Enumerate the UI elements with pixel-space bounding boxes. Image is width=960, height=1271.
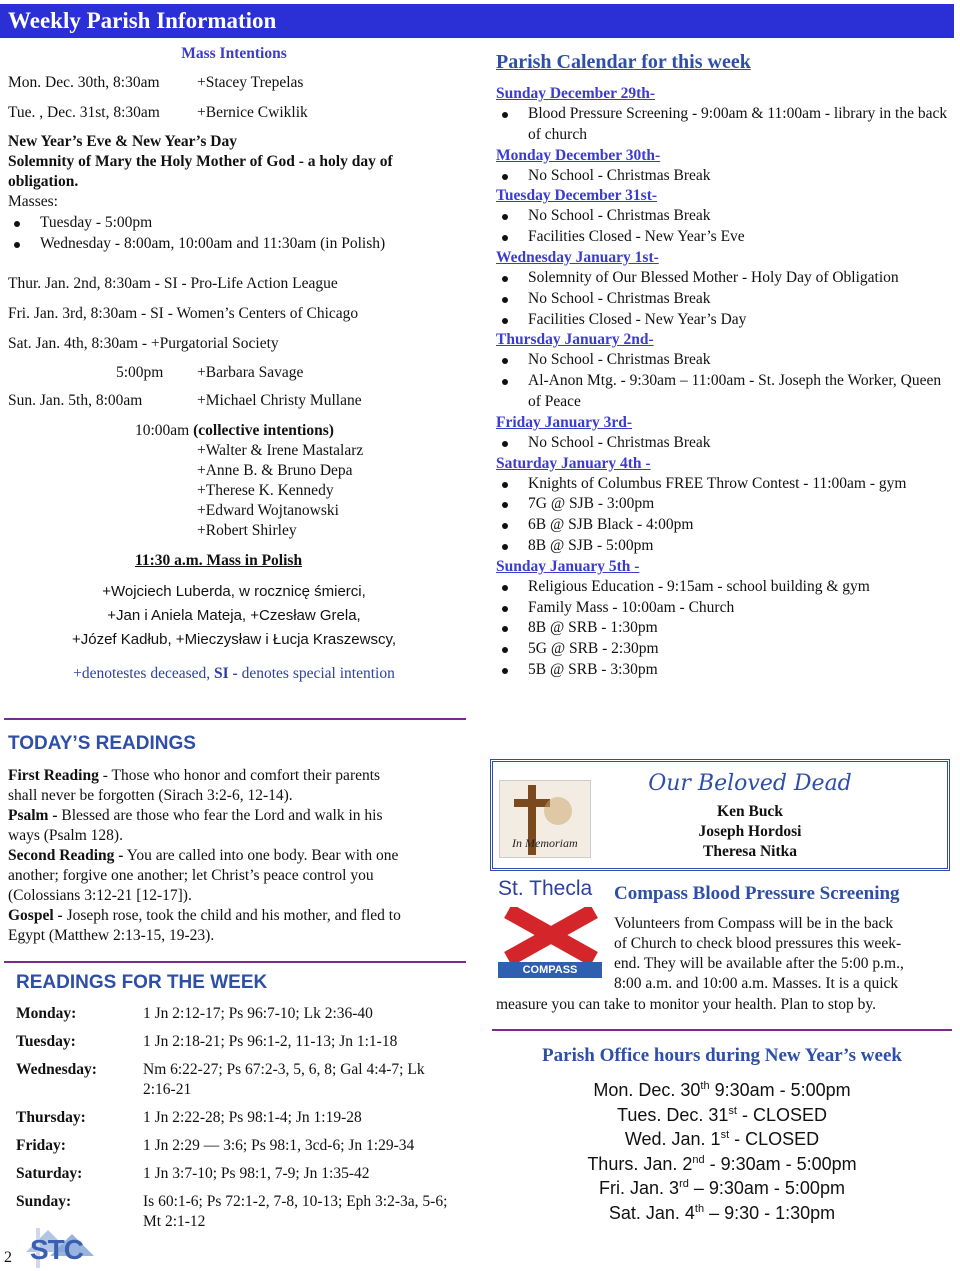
section-divider [4, 718, 466, 720]
section-divider [492, 1029, 952, 1031]
table-row: Sunday: Is 60:1-6; Ps 72:1-2, 7-8, 10-13; Eph 3:2-3a, 5-6; Mt 2:1-12 [16, 1193, 448, 1230]
list-item: Religious Education - 9:15am - school building & gym [496, 577, 952, 598]
compass-logo [494, 879, 606, 979]
beloved-dead-box [490, 759, 950, 871]
list-item: +Walter & Irene Mastalarz [197, 442, 364, 459]
list-item: No School - Christmas Break [496, 289, 952, 310]
first-reading-text: - Those who honor and comfort their parents shall never be forgotten (Sirach 3:2-6, 12-14). [8, 767, 381, 804]
list-item: Facilities Closed - New Year’s Day [496, 310, 952, 331]
intention-sat-name2: +Barbara Savage [197, 364, 304, 381]
psalm-text: Blessed are those who fear the Lord and walk in his ways (Psalm 128). [8, 807, 383, 844]
office-hours-list [492, 1078, 952, 1225]
gospel-text: Joseph rose, took the child and his mother, and fled to Egypt (Matthew 2:13-15, 19-23). [8, 907, 401, 944]
list-item: Al-Anon Mtg. - 9:30am – 11:00am - St. Joseph the Worker, Queen of Peace [496, 371, 952, 413]
list-item: 7G @ SJB - 3:00pm [496, 494, 952, 515]
calendar-day: Tuesday December 31st- [496, 187, 658, 205]
list-item: +Józef Kadłub, +Mieczysław i Łucja Kraszewscy, [71, 631, 397, 648]
list-item: 6B @ SJB Black - 4:00pm [496, 515, 952, 536]
compass-x-icon [498, 907, 604, 969]
intention-mon-name: +Stacey Trepelas [197, 74, 304, 91]
memoriam-image [499, 780, 591, 858]
compass-last-line: measure you can take to monitor your health. Plan to stop by. [496, 996, 876, 1013]
list-item: Blood Pressure Screening - 9:00am & 11:00am - library in the back of church [496, 104, 952, 146]
list-item: Fri. Jan. 3rd – 9:30am - 5:00pm [599, 1178, 845, 1198]
table-row: Friday: 1 Jn 2:29 — 3:6; Ps 98:1, 3cd-6; Jn 1:29-34 [16, 1137, 415, 1154]
compass-heading: Compass Blood Pressure Screening [614, 883, 900, 904]
list-item: +Edward Wojtanowski [197, 502, 339, 519]
section-divider [4, 961, 466, 963]
list-item: +Therese K. Kennedy [197, 482, 334, 499]
list-item: 5G @ SRB - 2:30pm [496, 639, 952, 660]
list-item: Sat. Jan. 4th – 9:30 - 1:30pm [608, 1202, 836, 1223]
list-item: Thurs. Jan. 2nd - 9:30am - 5:00pm [587, 1153, 857, 1174]
compass-line: of Church to check blood pressures this week- [614, 935, 902, 952]
stc-logo-text: STC [30, 1234, 83, 1265]
intention-sat: Sat. Jan. 4th, 8:30am - +Purgatorial Society [8, 335, 279, 352]
list-item: +Anne B. & Bruno Depa [197, 462, 353, 479]
second-reading-label: Second Reading - [8, 847, 124, 864]
list-item: Facilities Closed - New Year’s Eve [496, 227, 952, 248]
table-row: Thursday: 1 Jn 2:22-28; Ps 98:1-4; Jn 1:19-28 [16, 1109, 362, 1126]
list-item: Joseph Hordosi [698, 823, 802, 840]
gospel-label: Gospel - [8, 907, 63, 924]
intention-sat-time2: 5:00pm [116, 364, 164, 381]
intention-mon-day: Mon. Dec. 30th, 8:30am [8, 74, 160, 91]
nye-title: New Year’s Eve & New Year’s Day [8, 133, 237, 150]
list-item: Tues. Dec. 31st - CLOSED [617, 1104, 827, 1125]
calendar-day: Saturday January 4th - [496, 454, 651, 472]
list-item: Mon. Dec. 30th 9:30am - 5:00pm [593, 1080, 851, 1100]
page-number: 2 [4, 1249, 12, 1266]
ten-am-time: 10:00am [135, 422, 190, 439]
mass-intentions-section [8, 44, 460, 64]
compass-logo-sub: COMPASS [498, 962, 602, 978]
intention-sun-name: +Michael Christy Mullane [197, 392, 362, 409]
list-item: No School - Christmas Break [496, 206, 952, 227]
first-reading-label: First Reading [8, 767, 99, 784]
compass-line: 8:00 a.m. and 10:00 a.m. Masses. It is a quick [614, 975, 899, 992]
intention-thu: Thur. Jan. 2nd, 8:30am - SI - Pro-Life Action League [8, 275, 338, 292]
list-item: 8B @ SRB - 1:30pm [496, 618, 952, 639]
intention-sun-day: Sun. Jan. 5th, 8:00am [8, 392, 143, 409]
compass-line: Volunteers from Compass will be in the back [614, 915, 894, 932]
calendar-day: Sunday January 5th - [496, 557, 640, 575]
intention-fri: Fri. Jan. 3rd, 8:30am - SI - Women’s Centers of Chicago [8, 305, 359, 322]
mass-intentions-heading: Mass Intentions [181, 45, 287, 62]
compass-line: end. They will be available after the 5:00 p.m., [614, 955, 904, 972]
table-row: Wednesday: Nm 6:22-27; Ps 67:2-3, 5, 6, 8; Gal 4:4-7; Lk 2:16-21 [16, 1061, 425, 1098]
list-item: Solemnity of Our Blessed Mother - Holy Day of Obligation [496, 268, 952, 289]
solemnity-note: Solemnity of Mary the Holy Mother of God - a holy day of obligation. [8, 153, 393, 190]
list-item: Tuesday - 5:00pm [8, 213, 458, 233]
week-readings-heading: READINGS FOR THE WEEK [16, 972, 268, 993]
masses-label: Masses: [8, 193, 58, 210]
table-row: Monday: 1 Jn 2:12-17; Ps 96:7-10; Lk 2:36-40 [16, 1005, 373, 1022]
calendar-day: Thursday January 2nd- [496, 331, 654, 349]
masses-list [8, 213, 458, 254]
psalm-label: Psalm - [8, 807, 58, 824]
calendar-day: Sunday December 29th- [496, 85, 656, 102]
table-row: Tuesday: 1 Jn 2:18-21; Ps 96:1-2, 11-13; Jn 1:1-18 [16, 1033, 398, 1050]
intention-tue-name: +Bernice Cwiklik [197, 104, 308, 121]
list-item: Knights of Columbus FREE Throw Contest - 11:00am - gym [496, 474, 952, 495]
ten-am-label: (collective intentions) [193, 422, 334, 439]
list-item: 5B @ SRB - 3:30pm [496, 660, 952, 681]
calendar-day: Friday January 3rd- [496, 413, 633, 431]
intention-tue-day: Tue. , Dec. 31st, 8:30am [8, 104, 160, 121]
list-item: +Robert Shirley [197, 522, 297, 539]
page-banner [0, 4, 954, 38]
todays-readings-body [8, 766, 408, 946]
polish-mass-time: 11:30 a.m. [135, 552, 203, 569]
list-item: Wednesday - 8:00am, 10:00am and 11:30am (in Polish) [8, 234, 458, 254]
list-item: No School - Christmas Break [496, 166, 952, 187]
list-item: 8B @ SJB - 5:00pm [496, 536, 952, 557]
calendar-day: Wednesday January 1st- [496, 248, 659, 266]
list-item: Family Mass - 10:00am - Church [496, 598, 952, 619]
week-readings-table [16, 1004, 458, 1240]
intentions-legend: +denotestes deceased, SI - denotes special intention [73, 665, 395, 682]
polish-mass-line [135, 551, 302, 571]
banner-title: Weekly Parish Information [8, 8, 277, 33]
todays-readings-heading: TODAY’S READINGS [8, 733, 196, 754]
polish-mass-label: Mass in Polish [206, 552, 303, 569]
list-item: Theresa Nitka [702, 843, 797, 860]
ten-am-intentions [197, 441, 363, 541]
calendar [496, 84, 952, 681]
list-item: No School - Christmas Break [496, 433, 952, 454]
si-abbrev: SI - [214, 665, 238, 682]
list-item: Ken Buck [717, 803, 783, 820]
list-item: No School - Christmas Break [496, 350, 952, 371]
polish-intentions [8, 580, 460, 652]
compass-body [614, 914, 954, 994]
deceased-names [625, 802, 875, 862]
list-item: +Jan i Aniela Mateja, +Czesław Grela, [107, 607, 361, 624]
beloved-dead-heading: Our Beloved Dead [648, 771, 852, 796]
memoriam-label: In Memoriam [512, 836, 578, 850]
office-hours-heading: Parish Office hours during New Year’s week [542, 1045, 902, 1066]
second-reading-text: You are called into one body. Bear with one another; forgive one another; let Christ’s peace control you (Colossians 3:12-21 [12-17]). [8, 847, 399, 904]
table-row: Saturday: 1 Jn 3:7-10; Ps 98:1, 7-9; Jn 1:35-42 [16, 1165, 370, 1182]
ten-am-line [135, 421, 334, 441]
list-item: Wed. Jan. 1st - CLOSED [624, 1129, 820, 1149]
calendar-heading: Parish Calendar for this week [496, 51, 751, 73]
compass-logo-title: St. Thecla [498, 877, 593, 900]
stc-logo [22, 1222, 110, 1268]
list-item: +Wojciech Luberda, w rocznicę śmierci, [102, 583, 366, 600]
calendar-day: Monday December 30th- [496, 146, 661, 164]
